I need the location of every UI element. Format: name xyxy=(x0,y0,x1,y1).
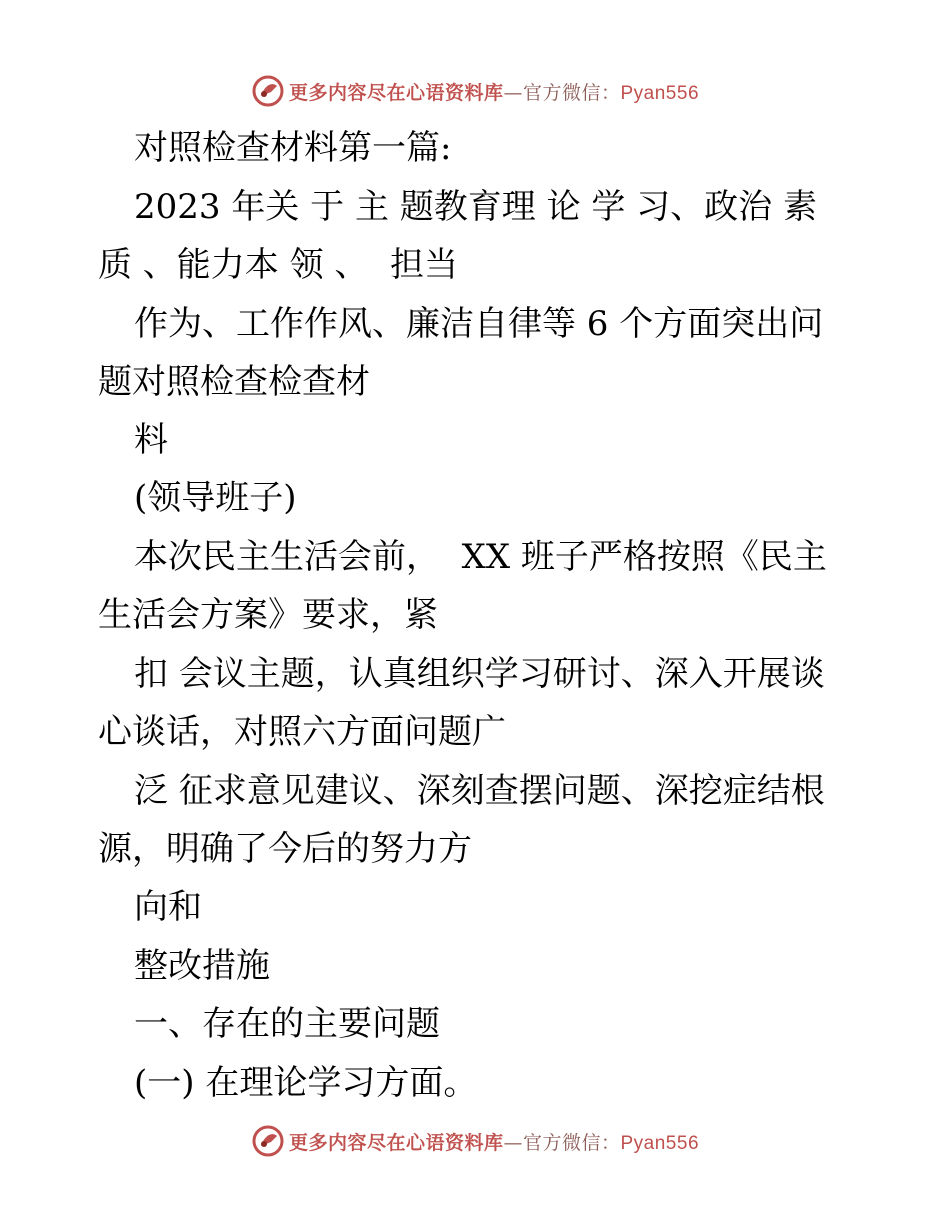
section-heading: 一、存在的主要问题 xyxy=(134,1004,440,1044)
doc-line: (领导班子) xyxy=(134,478,297,518)
header-wechat-id: Pyan556 xyxy=(620,82,700,104)
doc-line: 源，明确了今后的努力方 xyxy=(98,829,472,869)
doc-line: 扣 会议主题，认真组织学习研讨、深入开展谈 xyxy=(134,654,825,694)
header-brand-text: 更多内容尽在心语资料库 xyxy=(288,81,504,104)
footer-dash: — xyxy=(503,1131,523,1154)
doc-title-line: 对照检查材料第一篇: xyxy=(134,128,452,168)
doc-line: 题对照检查检查材 xyxy=(98,362,370,402)
footer-brand-text: 更多内容尽在心语资料库 xyxy=(288,1131,504,1154)
doc-line: 料 xyxy=(134,420,168,460)
footer-wechat-label: 官方微信： xyxy=(522,1131,621,1154)
doc-line: 2023 年关 于 主 题教育理 论 学 习、政治 素 xyxy=(134,187,817,227)
header-dash: — xyxy=(503,81,523,104)
footer-banner-inner xyxy=(251,1124,699,1158)
doc-line: 心谈话，对照六方面问题广 xyxy=(98,712,506,752)
footer-wechat-id: Pyan556 xyxy=(620,1132,700,1154)
doc-line: 向和 xyxy=(134,887,202,927)
doc-line: 整改措施 xyxy=(134,946,270,986)
footer-banner-text xyxy=(289,1128,699,1155)
header-wechat-label: 官方微信： xyxy=(522,81,621,104)
doc-line: 作为、工作作风、廉洁自律等 6 个方面突出问 xyxy=(134,304,824,344)
subsection-heading: (一) 在理论学习方面。 xyxy=(134,1063,478,1103)
doc-line: 质 、能力本 领 、 担当 xyxy=(98,245,459,285)
doc-line: 生活会方案》要求，紧 xyxy=(98,595,438,635)
doc-line: 泛 征求意见建议、深刻查摆问题、深挖症结根 xyxy=(134,771,825,811)
footer-banner xyxy=(0,1121,950,1161)
header-banner-text xyxy=(289,78,699,105)
doc-line: 本次民主生活会前， XX 班子严格按照《民主 xyxy=(134,537,827,577)
header-banner-inner xyxy=(251,74,699,108)
brand-logo-icon xyxy=(251,1124,285,1158)
brand-logo-icon xyxy=(251,74,285,108)
header-banner xyxy=(0,71,950,111)
